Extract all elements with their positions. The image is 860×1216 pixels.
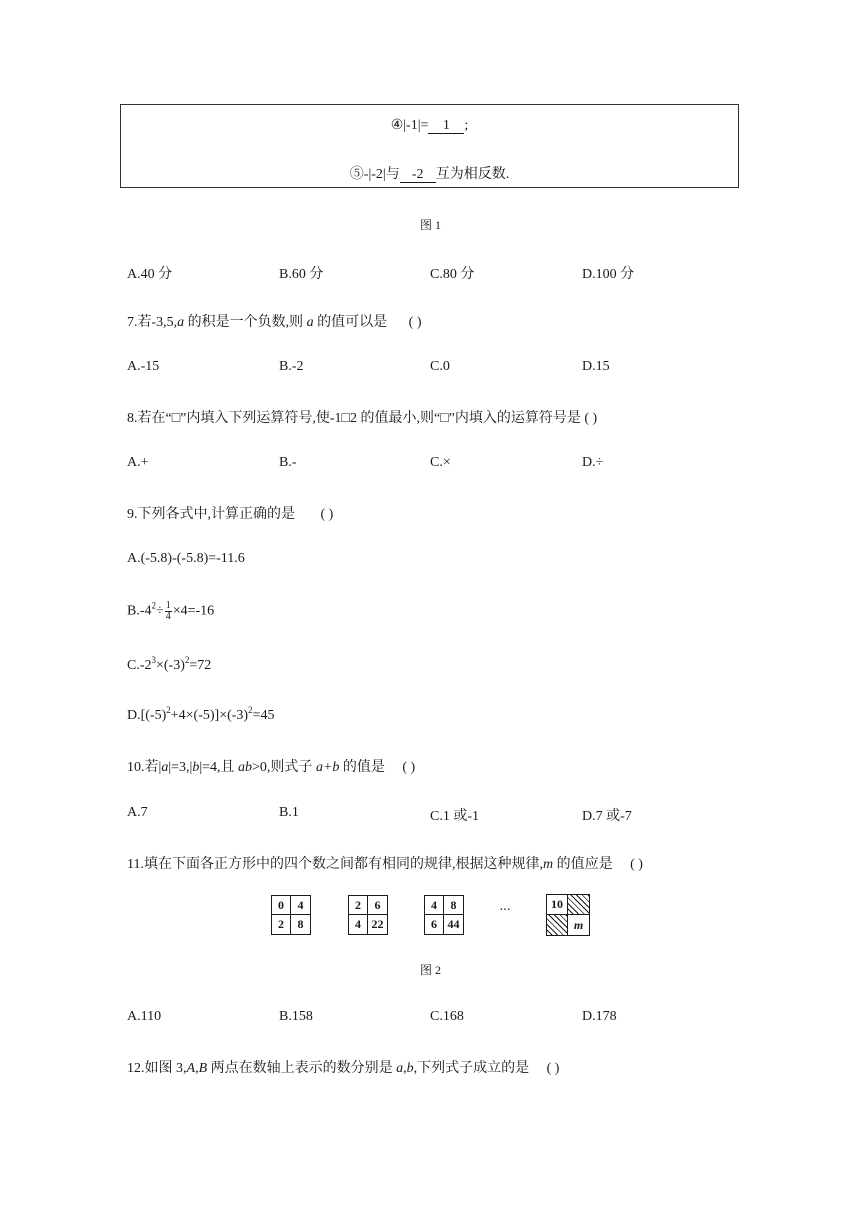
- square-cell: m: [573, 917, 584, 932]
- answer-box: [120, 104, 739, 188]
- q12-var: a,b: [396, 1061, 414, 1076]
- q11-var: m: [542, 857, 554, 872]
- q6-option-a: A.40 分: [127, 267, 173, 282]
- square-cell: 44: [447, 917, 460, 931]
- q10-var: ab: [238, 760, 253, 775]
- question-10: [127, 756, 415, 776]
- fraction-denominator: 4: [165, 611, 171, 622]
- figure-2-caption: 图 2: [420, 963, 442, 977]
- q9-d-text: D.[(-5): [127, 708, 167, 723]
- number-square-1: [271, 895, 311, 935]
- q9-answer-paren: ( ): [320, 507, 334, 522]
- line4-prefix: ④|-1|=: [390, 118, 429, 133]
- square-cell: 0: [272, 896, 291, 915]
- q9-text: 9.下列各式中,计算正确的是: [127, 507, 295, 522]
- q11-option-c: C.168: [430, 1009, 464, 1024]
- q9-option-b: [127, 601, 214, 622]
- q10-text: |=4,且: [199, 760, 239, 775]
- line5-prefix: ⑤-|-2|与: [349, 167, 400, 182]
- q12-text: 两点在数轴上表示的数分别是: [207, 1061, 397, 1076]
- square-cell: 8: [297, 917, 304, 931]
- sequence-ellipsis: ···: [499, 903, 510, 918]
- hatched-cell: [547, 915, 568, 935]
- q9-d-text: =45: [252, 708, 275, 723]
- q10-option-b: B.1: [279, 805, 299, 820]
- square-cell: 4: [349, 915, 368, 934]
- q10-answer-paren: ( ): [402, 760, 416, 775]
- q9-b-exponent: 2: [151, 600, 156, 611]
- square-cell: 10: [547, 895, 568, 915]
- q8-option-c: C.×: [430, 455, 451, 470]
- q10-text: 10.若|: [127, 760, 162, 775]
- q8-text: 8.若在“□”内填入下列运算符号,使-1□2 的值最小,则“□”内填入的运算符号是: [127, 411, 581, 426]
- q7-var: a: [177, 315, 185, 330]
- square-cell: 2: [272, 915, 291, 934]
- q9-b-text: B.-4: [127, 603, 152, 619]
- q8-option-a: A.+: [127, 455, 149, 470]
- q10-option-a: A.7: [127, 805, 148, 820]
- number-square-3: [424, 895, 464, 935]
- q9-option-d: [127, 705, 275, 724]
- line5-answer: -2: [400, 168, 436, 183]
- fraction-numerator: 1: [165, 600, 171, 611]
- q9-c-exponent: 2: [184, 655, 190, 665]
- q12-text: ,下列式子成立的是: [413, 1061, 530, 1076]
- q10-text: |=3,|: [168, 760, 193, 775]
- q9-c-exponent: 3: [151, 655, 156, 665]
- answer-line-5: [121, 163, 738, 183]
- q9-d-text: +4×(-5)]×(-3): [170, 708, 249, 723]
- q9-b-text: ×4=-16: [172, 603, 215, 619]
- q12-text: ,: [195, 1061, 199, 1076]
- q9-b-divide: ÷: [156, 603, 164, 619]
- q8-answer-paren: ( ): [584, 411, 598, 426]
- q9-c-text: ×(-3): [156, 658, 185, 673]
- q9-d-exponent: 2: [166, 705, 171, 715]
- question-7: [127, 311, 422, 331]
- q12-var: A: [186, 1061, 196, 1076]
- q11-text: 11.填在下面各正方形中的四个数之间都有相同的规律,根据这种规律,: [127, 857, 543, 872]
- q11-answer-paren: ( ): [630, 857, 643, 872]
- q10-text: >0,则式子: [252, 760, 316, 775]
- q10-option-d: D.7 或-7: [582, 809, 632, 824]
- q9-option-c: [127, 655, 212, 674]
- q7-text: 的积是一个负数,则: [184, 315, 307, 330]
- number-square-2: [348, 895, 388, 935]
- q7-option-d: D.15: [582, 359, 610, 374]
- q7-option-b: B.-2: [279, 359, 304, 374]
- q9-option-a: A.(-5.8)-(-5.8)=-11.6: [127, 551, 245, 566]
- answer-line-4: [121, 117, 738, 134]
- q12-text: 12.如图 3,: [127, 1061, 187, 1076]
- square-cell: 6: [368, 896, 387, 915]
- q7-var: a: [306, 315, 314, 330]
- square-cell: 6: [425, 915, 444, 934]
- q7-text: 的值可以是: [313, 315, 388, 330]
- q8-option-b: B.-: [279, 455, 297, 470]
- q6-option-c: C.80 分: [430, 267, 475, 282]
- question-8: [127, 407, 597, 427]
- q8-option-d: D.÷: [582, 455, 604, 470]
- number-square-last: [546, 894, 590, 936]
- square-cell: 4: [291, 896, 310, 915]
- q10-var: a: [161, 760, 169, 775]
- q9-b-fraction: [165, 601, 172, 622]
- q11-option-a: A.110: [127, 1009, 162, 1024]
- q7-option-a: A.-15: [127, 359, 160, 374]
- q12-var: B: [198, 1061, 208, 1076]
- line4-suffix: ;: [464, 118, 469, 133]
- q9-c-text: C.-2: [127, 658, 152, 673]
- hatched-cell: [568, 895, 589, 915]
- q9-c-text: =72: [189, 658, 212, 673]
- q11-text: 的值应是: [553, 857, 613, 872]
- q7-answer-paren: ( ): [408, 315, 422, 330]
- square-cell: 8: [444, 896, 463, 915]
- q11-option-d: D.178: [582, 1009, 617, 1024]
- line5-suffix: 互为相反数.: [435, 167, 510, 182]
- q9-d-exponent: 2: [248, 705, 253, 715]
- q10-var: a+b: [315, 760, 340, 775]
- q12-answer-paren: ( ): [546, 1061, 560, 1076]
- question-9: [127, 503, 333, 523]
- q6-option-d: D.100 分: [582, 267, 635, 282]
- q11-option-b: B.158: [279, 1009, 313, 1024]
- q10-var: b: [192, 760, 200, 775]
- figure-1-caption: 图 1: [420, 218, 442, 232]
- q6-option-b: B.60 分: [279, 267, 324, 282]
- q7-option-c: C.0: [430, 359, 450, 374]
- square-cell: 4: [425, 896, 444, 915]
- question-11: [127, 853, 643, 873]
- square-cell: 2: [349, 896, 368, 915]
- q7-text: 7.若-3,5,: [127, 315, 178, 330]
- question-12: [127, 1057, 559, 1077]
- square-cell: 22: [371, 917, 384, 931]
- line4-answer: 1: [428, 119, 464, 134]
- q10-option-c: C.1 或-1: [430, 809, 479, 824]
- q10-text: 的值是: [339, 760, 385, 775]
